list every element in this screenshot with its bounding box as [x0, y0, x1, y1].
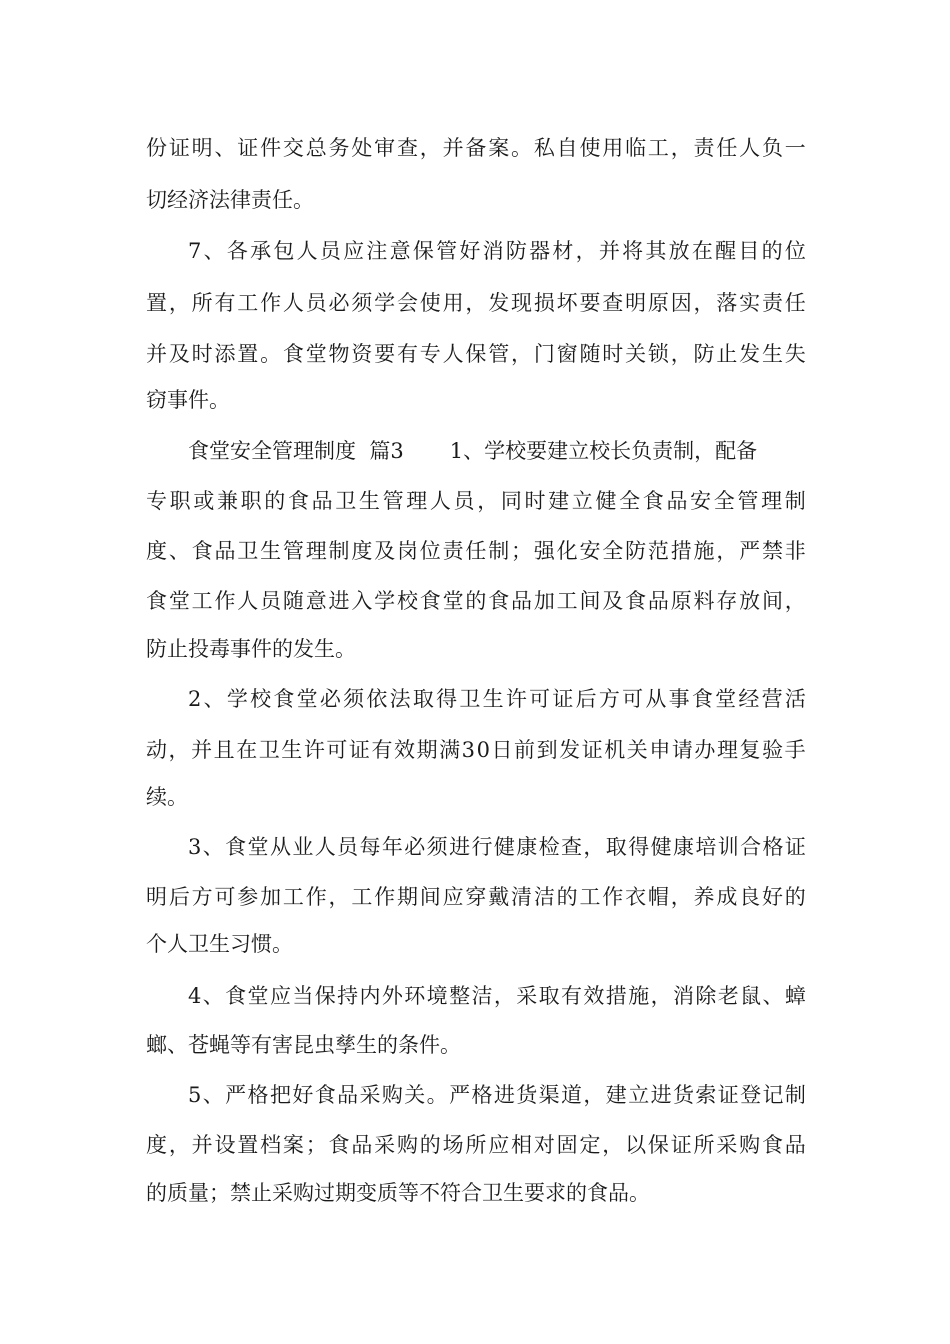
text-line: 食 堂 工 作 人 员 随 意 进 入 学 校 食 堂 的 食 品 加 工 间 及 食 品 原 料 存 放 间 ， [146, 589, 806, 613]
text-line: 螂、苍蝇等有害昆虫孳生的条件。 [146, 1033, 461, 1057]
text-line: 度 ， 并 设 置 档 案 ； 食 品 采 购 的 场 所 应 相 对 固 定 ， 以 保 证 所 采 购 食 品 [146, 1133, 806, 1157]
text-line: 动 ， 并 且 在 卫 生 许 可 证 有 效 期 满 3 0 日 前 到 发 证 机 关 申 请 办 理 复 验 手 [146, 738, 806, 762]
text-line: 防止投毒事件的发生。 [146, 637, 356, 661]
text-line: 5 、 严 格 把 好 食 品 采 购 关 。 严 格 进 货 渠 道 ， 建 立 进 货 索 证 登 记 制 [188, 1083, 806, 1107]
text-line: 4 、 食 堂 应 当 保 持 内 外 环 境 整 洁 ， 采 取 有 效 措 施 ， 消 除 老 鼠 、 蟑 [188, 984, 806, 1008]
text-line: 度 、 食 品 卫 生 管 理 制 度 及 岗 位 责 任 制 ； 强 化 安 全 防 范 措 施 ， 严 禁 非 [146, 539, 806, 563]
text-line: 切经济法律责任。 [146, 188, 314, 212]
text-line: 置 ， 所 有 工 作 人 员 必 须 学 会 使 用 ， 发 现 损 坏 要 查 明 原 因 ， 落 实 责 任 [146, 291, 806, 315]
text-line: 窃事件。 [146, 388, 230, 412]
text-line: 专 职 或 兼 职 的 食 品 卫 生 管 理 人 员 ， 同 时 建 立 健 全 食 品 安 全 管 理 制 [146, 489, 806, 513]
text-line: 1、学校要建立校长负责制，配备 [449, 439, 758, 463]
text-line: 7 、 各 承 包 人 员 应 注 意 保 管 好 消 防 器 材 ， 并 将 其 放 在 醒 目 的 位 [188, 239, 806, 263]
text-line: 明 后 方 可 参 加 工 作 ， 工 作 期 间 应 穿 戴 清 洁 的 工 作 衣 帽 ， 养 成 良 好 的 [146, 885, 806, 909]
text-line: 的质量；禁止采购过期变质等不符合卫生要求的食品。 [146, 1181, 650, 1205]
section-heading-line [188, 436, 806, 466]
text-line: 并 及 时 添 置 。 食 堂 物 资 要 有 专 人 保 管 ， 门 窗 随 时 关 锁 ， 防 止 发 生 失 [146, 342, 806, 366]
text-line: 3 、 食 堂 从 业 人 员 每 年 必 须 进 行 健 康 检 查 ， 取 得 健 康 培 训 合 格 证 [188, 835, 806, 859]
section-heading: 食堂安全管理制度 篇3 [188, 439, 404, 463]
text-line: 续。 [146, 785, 188, 809]
text-line: 2 、 学 校 食 堂 必 须 依 法 取 得 卫 生 许 可 证 后 方 可 从 事 食 堂 经 营 活 [188, 687, 806, 711]
text-line: 个人卫生习惯。 [146, 932, 293, 956]
text-line: 份 证 明 、 证 件 交 总 务 处 审 查 ， 并 备 案 。 私 自 使 用 临 工 ， 责 任 人 负 一 [146, 136, 806, 160]
